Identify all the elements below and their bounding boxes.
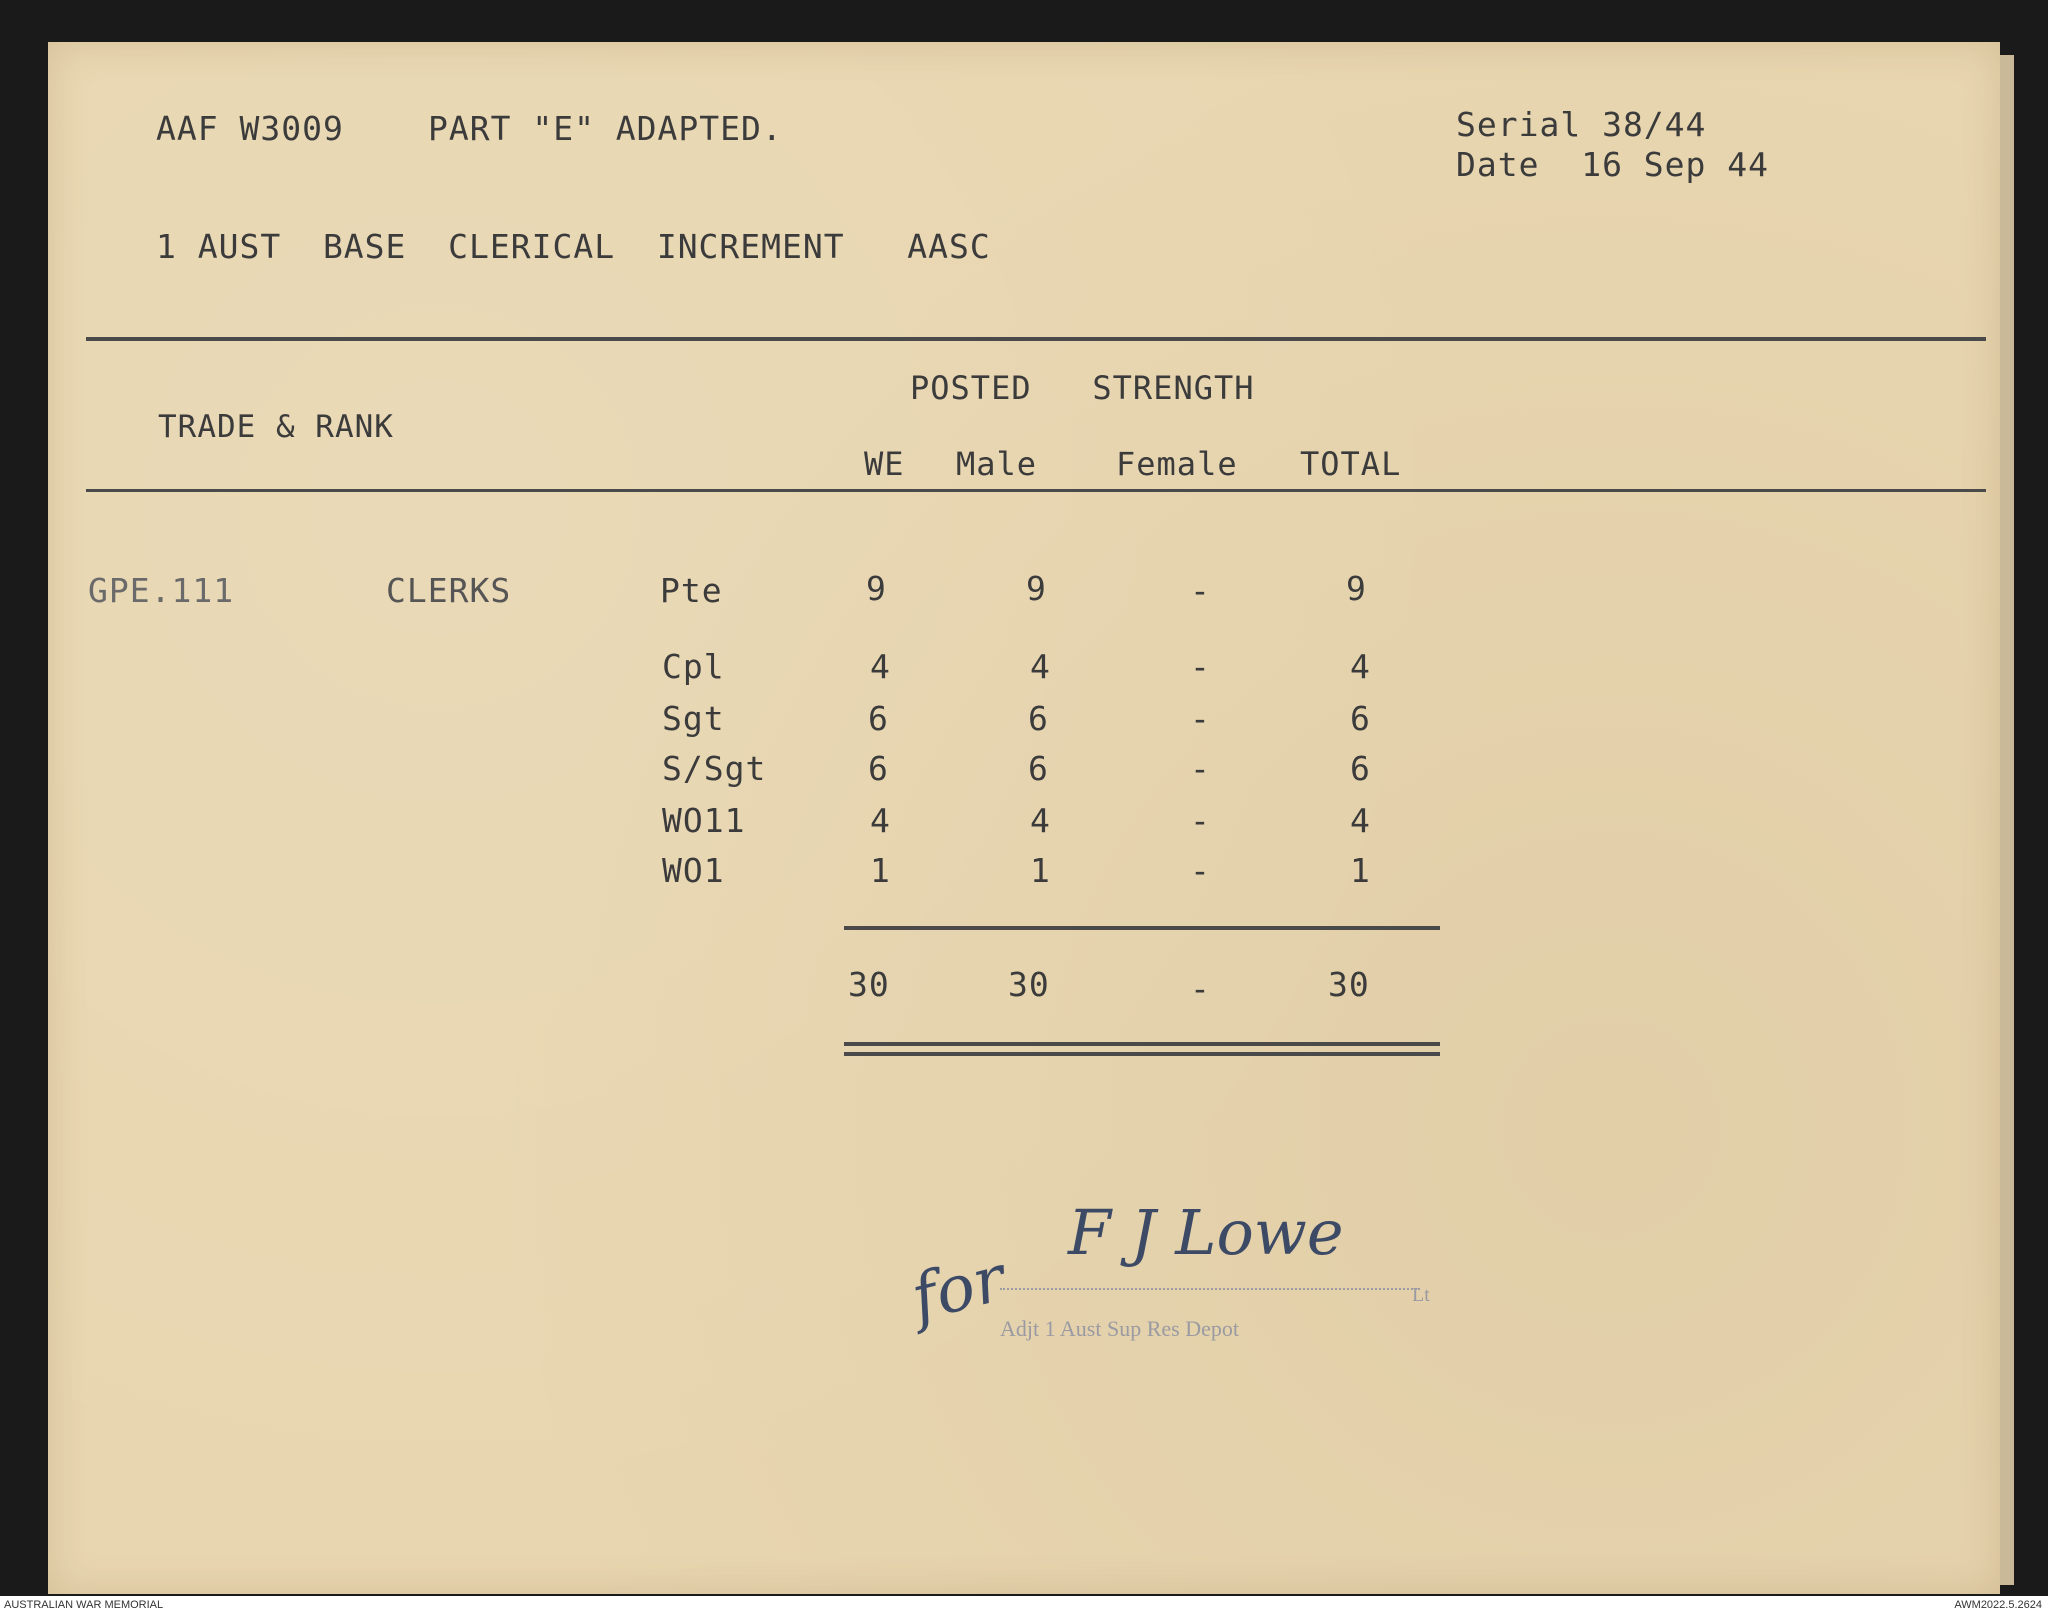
total-cell: 6 [1350, 749, 1371, 788]
total-cell: 9 [1346, 569, 1367, 608]
trade-name: CLERKS [386, 571, 512, 610]
form-part: PART "E" ADAPTED. [428, 109, 783, 148]
serial-number: Serial 38/44 [1456, 105, 1707, 144]
we-cell: 9 [866, 569, 887, 608]
male-cell: 4 [1030, 801, 1051, 840]
rank-cell: WO1 [662, 851, 725, 890]
we-cell: 6 [868, 699, 889, 738]
rank-cell: Sgt [662, 699, 725, 738]
rank-cell: Cpl [662, 647, 725, 686]
female-cell: - [1190, 749, 1211, 788]
unit-title: 1 AUST BASE CLERICAL INCREMENT AASC [156, 227, 991, 266]
trade-group-code: GPE.111 [88, 571, 235, 610]
form-id: AAF W3009 [156, 109, 344, 148]
signature-dotted-line [1000, 1288, 1420, 1290]
rank-cell: S/Sgt [662, 749, 767, 788]
male-cell: 6 [1028, 699, 1049, 738]
total-double-rule-bottom [844, 1052, 1440, 1056]
rank-cell: Pte [660, 571, 723, 610]
total-cell: 4 [1350, 801, 1371, 840]
we-cell: 4 [870, 647, 891, 686]
female-total: - [1190, 969, 1211, 1008]
female-cell: - [1190, 571, 1211, 610]
male-cell: 6 [1028, 749, 1049, 788]
document-sheet [48, 42, 2000, 1594]
we-cell: 4 [870, 801, 891, 840]
male-column-heading: Male [956, 445, 1038, 483]
female-column-heading: Female [1116, 445, 1238, 483]
male-cell: 4 [1030, 647, 1051, 686]
archive-footer [0, 1596, 2048, 1616]
header-bottom-rule [86, 489, 1986, 492]
posted-strength-heading: POSTED STRENGTH [910, 369, 1255, 407]
document-date: Date 16 Sep 44 [1456, 145, 1770, 184]
male-total: 30 [1008, 965, 1050, 1004]
header-top-rule [86, 337, 1986, 341]
female-cell: - [1190, 801, 1211, 840]
total-cell: 1 [1350, 851, 1371, 890]
total-cell: 4 [1350, 647, 1371, 686]
we-cell: 1 [870, 851, 891, 890]
total-column-heading: TOTAL [1300, 445, 1402, 483]
archive-credit: AUSTRALIAN WAR MEMORIAL [4, 1599, 164, 1611]
we-total: 30 [848, 965, 890, 1004]
total-double-rule-top [844, 1042, 1440, 1046]
grand-total: 30 [1328, 965, 1370, 1004]
female-cell: - [1190, 699, 1211, 738]
signature-name: F J Lowe [1068, 1196, 1344, 1269]
female-cell: - [1190, 647, 1211, 686]
trade-rank-heading: TRADE & RANK [158, 409, 394, 445]
male-cell: 1 [1030, 851, 1051, 890]
stamp-rank: Lt [1412, 1284, 1430, 1306]
male-cell: 9 [1026, 569, 1047, 608]
we-column-heading: WE [864, 445, 905, 483]
subtotal-rule [844, 926, 1440, 930]
stamp-title: Adjt 1 Aust Sup Res Depot [1000, 1316, 1239, 1341]
archive-reference: AWM2022.5.2624 [1954, 1599, 2042, 1611]
female-cell: - [1190, 851, 1211, 890]
page-edge [2000, 55, 2014, 1585]
we-cell: 6 [868, 749, 889, 788]
signature-for: for [904, 1241, 1013, 1337]
total-cell: 6 [1350, 699, 1371, 738]
rank-cell: WO11 [662, 801, 746, 840]
